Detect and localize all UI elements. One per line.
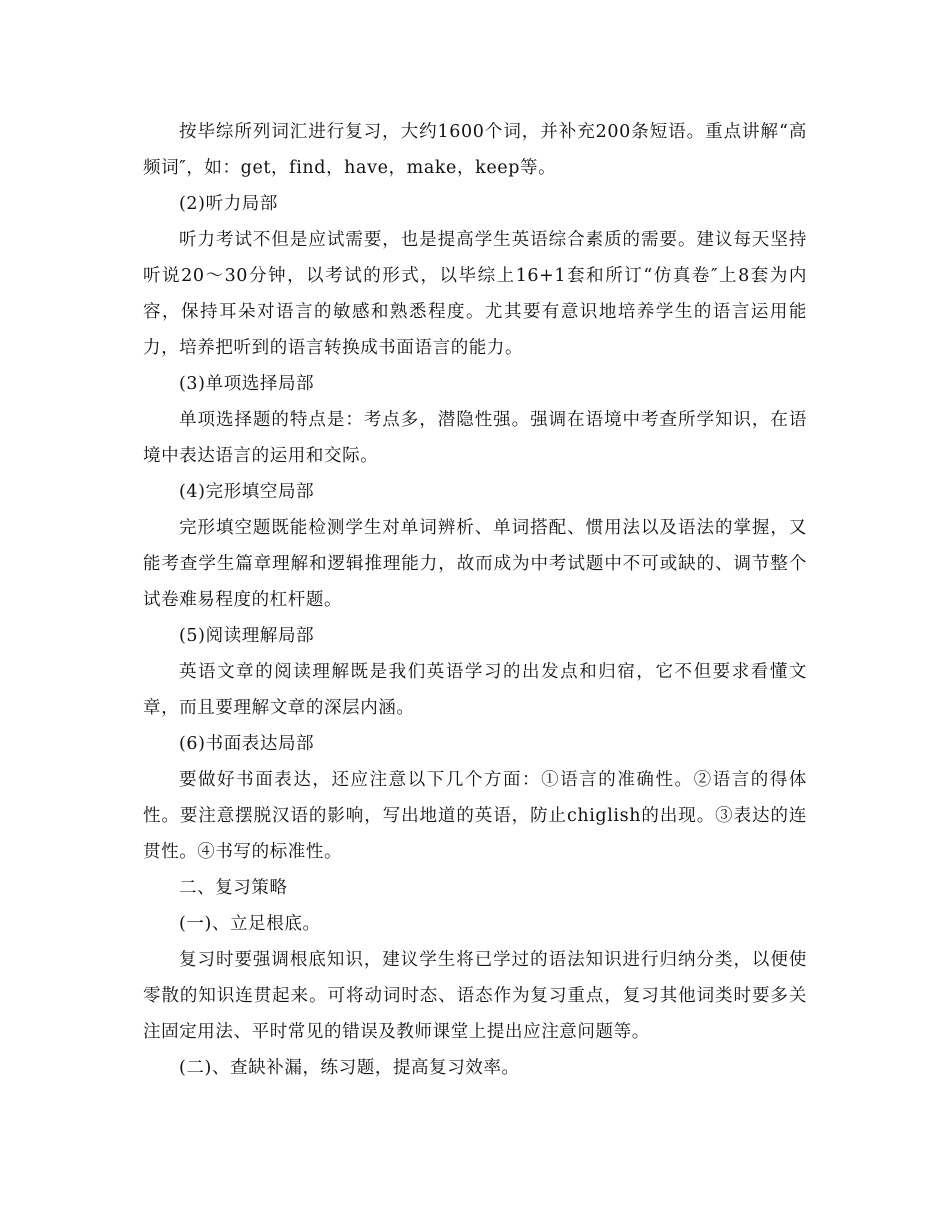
- writing-section-heading: (6)书面表达局部: [179, 734, 315, 754]
- writing-paragraph: 要做好书面表达，还应注意以下几个方面：①语言的准确性。②语言的得体性。要注意摆脱汉语的影响，写出地道的英语，防止chiglish的出现。③表达的连贯性。④书写的标准性。: [143, 770, 807, 862]
- review-strategy-heading: 二、复习策略: [179, 878, 288, 898]
- strategy-one-heading: (一)、立足根底。: [179, 914, 321, 934]
- listening-paragraph: 听力考试不但是应试需要，也是提高学生英语综合素质的需要。建议每天坚持听说20～30分钟，以考试的形式，以毕综上16+1套和所订“仿真卷″上8套为内容，保持耳朵对语言的敏感和熟悉程度。尤其要有意识地培养学生的语言运用能力，培养把听到的语言转换成书面语言的能力。: [143, 230, 807, 358]
- single-choice-section-heading: (3)单项选择局部: [179, 374, 315, 394]
- reading-section-heading: (5)阅读理解局部: [179, 626, 315, 646]
- strategy-one-paragraph: 复习时要强调根底知识，建议学生将已学过的语法知识进行归纳分类，以便使零散的知识连贯起来。可将动词时态、语态作为复习重点，复习其他词类时要多关注固定用法、平时常见的错误及教师课堂上提出应注意问题等。: [143, 950, 807, 1042]
- document-body: [143, 114, 807, 1086]
- single-choice-paragraph: 单项选择题的特点是：考点多，潜隐性强。强调在语境中考查所学知识，在语境中表达语言的运用和交际。: [143, 410, 807, 466]
- reading-paragraph: 英语文章的阅读理解既是我们英语学习的出发点和归宿，它不但要求看懂文章，而且要理解文章的深层内涵。: [143, 662, 807, 718]
- listening-section-heading: (2)听力局部: [179, 194, 278, 214]
- cloze-section-heading: (4)完形填空局部: [179, 482, 315, 502]
- strategy-two-heading: (二)、查缺补漏，练习题，提高复习效率。: [179, 1058, 520, 1078]
- cloze-paragraph: 完形填空题既能检测学生对单词辨析、单词搭配、惯用法以及语法的掌握，又能考查学生篇章理解和逻辑推理能力，故而成为中考试题中不可或缺的、调节整个试卷难易程度的杠杆题。: [143, 518, 807, 610]
- vocabulary-review-paragraph: 按毕综所列词汇进行复习，大约1600个词，并补充200条短语。重点讲解“高频词″，如：get，find，have，make，keep等。: [143, 122, 807, 178]
